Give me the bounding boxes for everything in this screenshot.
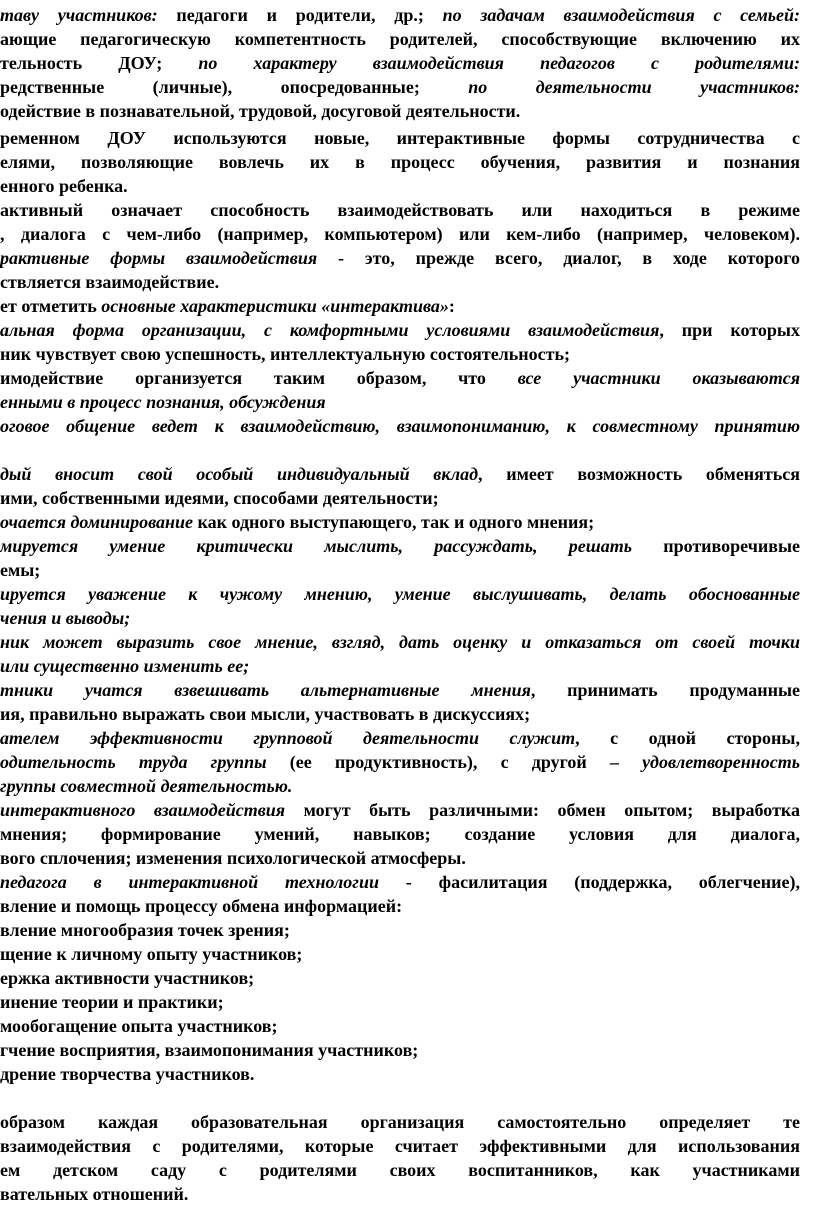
italic-text: ателем эффективности групповой деятельности служит bbox=[0, 728, 576, 748]
italic-text: по характеру взаимодействия педагогов с родителями: bbox=[198, 53, 800, 73]
text-line bbox=[0, 799, 800, 821]
text-run: образом каждая образовательная организация самостоятельно определяет те bbox=[0, 1112, 800, 1132]
text-line bbox=[0, 727, 800, 749]
italic-text: таву участников: bbox=[0, 5, 158, 25]
text-run: гчение восприятия, взаимопонимания участников; bbox=[0, 1040, 419, 1060]
text-line bbox=[0, 151, 800, 173]
text-line bbox=[0, 751, 800, 773]
text-run: ет отметить bbox=[0, 296, 102, 316]
text-line bbox=[0, 175, 800, 197]
text-line bbox=[0, 1039, 800, 1061]
italic-text: ник может выразить свое мнение, взгляд, дать оценку и отказаться от своей точки bbox=[0, 632, 800, 652]
text-line bbox=[0, 511, 800, 533]
italic-text: интерактивного взаимодействия bbox=[0, 800, 286, 820]
text-line bbox=[0, 100, 800, 122]
text-line bbox=[0, 919, 800, 941]
text-line bbox=[0, 655, 800, 677]
text-line bbox=[0, 1111, 800, 1133]
italic-text: тники учатся взвешивать альтернативные мнения bbox=[0, 680, 531, 700]
text-line bbox=[0, 367, 800, 389]
text-line bbox=[0, 703, 800, 725]
text-run: ими, собственными идеями, способами деятельности; bbox=[0, 488, 439, 508]
italic-text: удовлетворенность bbox=[642, 752, 800, 772]
text-run: как одного выступающего, так и одного мнения; bbox=[193, 512, 595, 532]
text-line bbox=[0, 535, 800, 557]
italic-text: одительность труда группы bbox=[0, 752, 267, 772]
text-line bbox=[0, 319, 800, 341]
text-run: , с одной стороны, bbox=[575, 728, 800, 748]
text-run: , имеет возможность обменяться bbox=[478, 464, 800, 484]
text-line bbox=[0, 1015, 800, 1037]
text-run: щение к личному опыту участников; bbox=[0, 944, 303, 964]
text-line bbox=[0, 967, 800, 989]
italic-text: енными в процесс познания, обсуждения bbox=[0, 392, 326, 412]
text-line bbox=[0, 679, 800, 701]
text-run: емы; bbox=[0, 560, 41, 580]
text-run: , диалога с чем-либо (например, компьютером) или кем-либо (например, человеком). bbox=[0, 224, 800, 244]
italic-text: все участники оказываются bbox=[517, 368, 800, 388]
text-line bbox=[0, 943, 800, 965]
text-run: тельность ДОУ; bbox=[0, 53, 199, 73]
text-run: (ее продуктивность), с другой – bbox=[266, 752, 643, 772]
text-line bbox=[0, 127, 800, 149]
italic-text: чения и выводы; bbox=[0, 608, 131, 628]
text-run: вого сплочения; изменения психологической атмосферы. bbox=[0, 848, 466, 868]
text-run: вление многообразия точек зрения; bbox=[0, 920, 290, 940]
text-line bbox=[0, 487, 800, 509]
text-run: ременном ДОУ используются новые, интерактивные формы сотрудничества с bbox=[0, 128, 800, 148]
text-run: мообогащение опыта участников; bbox=[0, 1016, 278, 1036]
italic-text: основные характеристики «интерактива» bbox=[101, 296, 449, 316]
text-line bbox=[0, 823, 800, 845]
text-line bbox=[0, 391, 800, 413]
text-line bbox=[0, 4, 800, 26]
italic-text: оговое общение ведет к взаимодействию, взаимопониманию, к совместному принятию bbox=[0, 416, 800, 436]
text-line bbox=[0, 583, 800, 605]
text-run: дрение творчества участников. bbox=[0, 1064, 255, 1084]
italic-text: ируется уважение к чужому мнению, умение выслушивать, делать обоснованные bbox=[0, 584, 800, 604]
text-run: ствляется взаимодействие. bbox=[0, 272, 220, 292]
text-line bbox=[0, 1063, 800, 1085]
text-line bbox=[0, 415, 800, 437]
text-line bbox=[0, 295, 800, 317]
text-run: - фасилитация (поддержка, облегчение), bbox=[378, 872, 800, 892]
italic-text: дый вносит свой особый индивидуальный вклад bbox=[0, 464, 479, 484]
text-line bbox=[0, 463, 800, 485]
text-run: педагоги и родители, др.; bbox=[157, 5, 443, 25]
text-line bbox=[0, 247, 800, 269]
text-line bbox=[0, 271, 800, 293]
text-run: мнения; формирование умений, навыков; создание условия для диалога, bbox=[0, 824, 800, 844]
text-run: взаимодействия с родителями, которые считает эффективными для использования bbox=[0, 1136, 800, 1156]
text-run: редственные (личные), опосредованные; bbox=[0, 77, 469, 97]
text-line bbox=[0, 28, 800, 50]
text-line bbox=[0, 199, 800, 221]
text-run: ем детском саду с родителями своих воспитанников, как участниками bbox=[0, 1160, 800, 1180]
text-line bbox=[0, 871, 800, 893]
italic-text: альная форма организации, с комфортными условиями взаимодействия bbox=[0, 320, 660, 340]
text-run: активный означает способность взаимодействовать или находиться в режиме bbox=[0, 200, 800, 220]
text-run: , при которых bbox=[659, 320, 800, 340]
text-run: противоречивые bbox=[631, 536, 800, 556]
text-run: ающие педагогическую компетентность родителей, способствующие включению их bbox=[0, 29, 800, 49]
text-run: вательных отношений. bbox=[0, 1184, 189, 1204]
text-line bbox=[0, 1159, 800, 1181]
italic-text: или существенно изменить ее; bbox=[0, 656, 250, 676]
text-line bbox=[0, 775, 800, 797]
text-run: ник чувствует свою успешность, интеллектуальную состоятельность; bbox=[0, 344, 571, 364]
text-run: имодействие организуется таким образом, что bbox=[0, 368, 518, 388]
italic-text: по задачам взаимодействия с семьей: bbox=[442, 5, 800, 25]
text-run: ия, правильно выражать свои мысли, участвовать в дискуссиях; bbox=[0, 704, 531, 724]
text-run: , принимать продуманные bbox=[530, 680, 800, 700]
italic-text: мируется умение критически мыслить, рассуждать, решать bbox=[0, 536, 632, 556]
text-run: енного ребенка. bbox=[0, 176, 128, 196]
text-line bbox=[0, 631, 800, 653]
italic-text: очается доминирование bbox=[0, 512, 193, 532]
text-line bbox=[0, 76, 800, 98]
text-line bbox=[0, 991, 800, 1013]
text-run: ержка активности участников; bbox=[0, 968, 255, 988]
text-run: одействие в познавательной, трудовой, досуговой деятельности. bbox=[0, 101, 521, 121]
text-line bbox=[0, 607, 800, 629]
text-run: - это, прежде всего, диалог, в ходе которого bbox=[317, 248, 800, 268]
text-line bbox=[0, 847, 800, 869]
text-line bbox=[0, 1135, 800, 1157]
italic-text: по деятельности участников: bbox=[468, 77, 800, 97]
text-line bbox=[0, 559, 800, 581]
text-line bbox=[0, 1183, 800, 1205]
text-line bbox=[0, 223, 800, 245]
italic-text: рактивные формы взаимодействия bbox=[0, 248, 318, 268]
text-run: инение теории и практики; bbox=[0, 992, 224, 1012]
italic-text: группы совместной деятельностью. bbox=[0, 776, 293, 796]
text-run: елями, позволяющие вовлечь их в процесс обучения, развития и познания bbox=[0, 152, 800, 172]
italic-text: педагога в интерактивной технологии bbox=[0, 872, 379, 892]
text-run: могут быть различными: обмен опытом; выработка bbox=[285, 800, 800, 820]
text-line bbox=[0, 343, 800, 365]
text-line bbox=[0, 895, 800, 917]
text-run: вление и помощь процессу обмена информацией: bbox=[0, 896, 403, 916]
text-line bbox=[0, 52, 800, 74]
text-run: : bbox=[448, 296, 455, 316]
